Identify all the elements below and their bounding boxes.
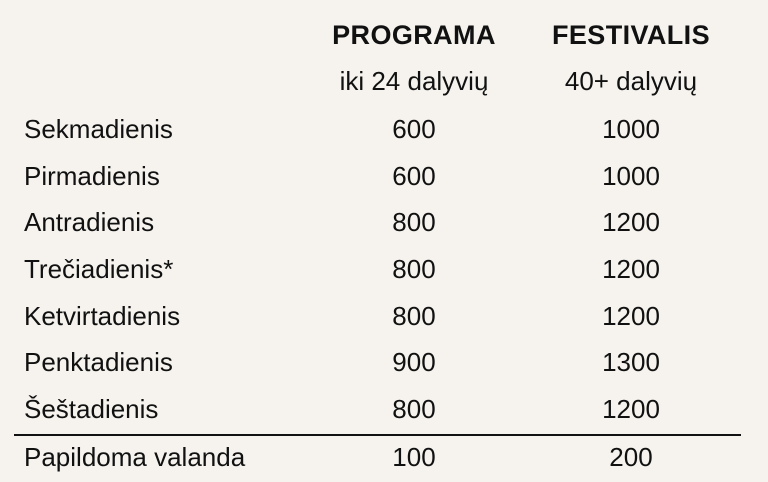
day-label: Trečiadienis* [24, 254, 174, 285]
extra-hour-programa-price: 100 [392, 442, 436, 472]
table-row [0, 199, 768, 246]
programa-price: 900 [392, 347, 436, 378]
table-row [0, 153, 768, 200]
extra-hour-label: Papildoma valanda [24, 442, 246, 472]
programa-price: 800 [392, 207, 436, 238]
column-header-festivalis [531, 18, 731, 97]
festivalis-price: 1200 [602, 207, 660, 238]
day-label: Sekmadienis [24, 114, 173, 144]
column-subtitle-programa: iki 24 dalyvių [339, 66, 489, 96]
table-row [0, 339, 768, 386]
column-header-programa [314, 18, 514, 97]
programa-price: 800 [392, 254, 436, 285]
day-label: Ketvirtadienis [24, 300, 181, 331]
table-body [0, 106, 768, 433]
column-title-programa: PROGRAMA [332, 20, 496, 50]
festivalis-price: 1200 [602, 254, 660, 285]
programa-price: 600 [392, 114, 436, 144]
extra-hour-row [0, 434, 768, 480]
table-row [0, 386, 768, 433]
day-label: Pirmadienis [24, 160, 160, 191]
day-label: Antradienis [24, 207, 155, 238]
column-subtitle-festivalis: 40+ dalyvių [564, 66, 698, 96]
day-label: Penktadienis [24, 347, 173, 378]
table-row [0, 106, 768, 153]
table-row [0, 246, 768, 293]
programa-price: 800 [392, 300, 436, 331]
festivalis-price: 1000 [602, 160, 660, 191]
table-header [0, 18, 768, 98]
extra-hour-festivalis-price: 200 [609, 442, 653, 472]
festivalis-price: 1200 [602, 300, 660, 331]
programa-price: 800 [392, 394, 436, 425]
column-title-festivalis: FESTIVALIS [551, 20, 710, 50]
programa-price: 600 [392, 160, 436, 191]
festivalis-price: 1200 [602, 394, 660, 425]
day-label: Šeštadienis [24, 394, 159, 425]
festivalis-price: 1000 [602, 114, 660, 144]
table-row [0, 293, 768, 340]
festivalis-price: 1300 [602, 347, 660, 378]
